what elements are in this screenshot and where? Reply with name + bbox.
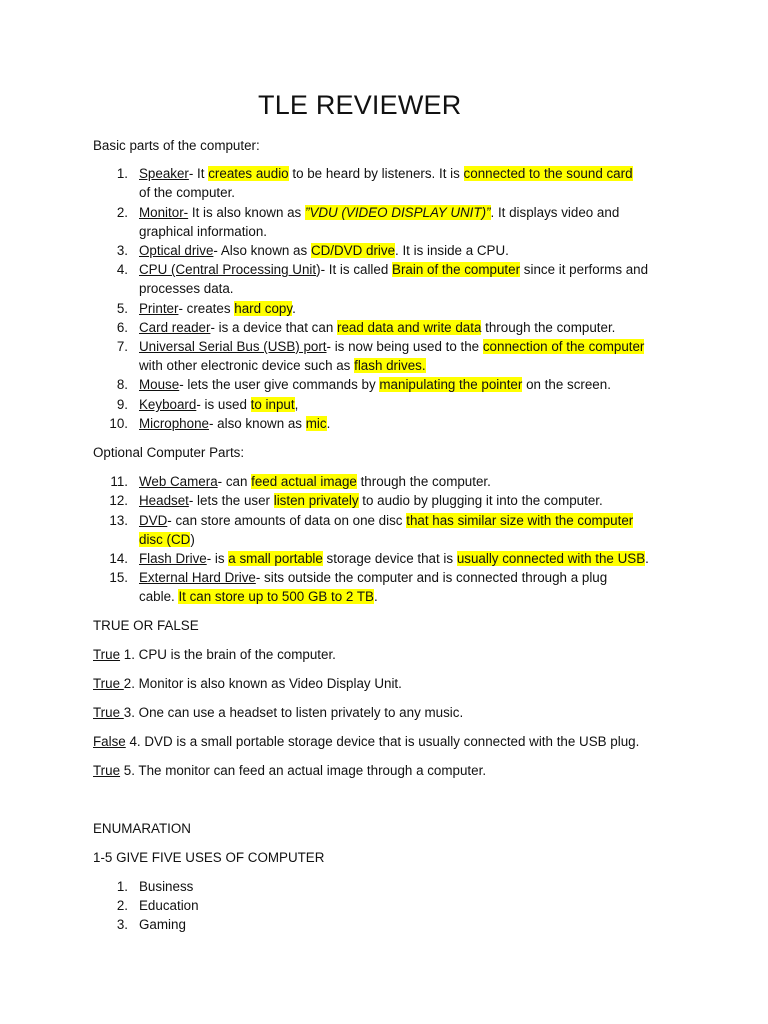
highlight: a small portable [228, 551, 323, 566]
list-number: 4. [116, 262, 128, 277]
answer: True [93, 676, 124, 691]
list-number: 6. [116, 320, 128, 335]
list-item: Business [139, 879, 194, 894]
list-item-continuation: disc (CD) [139, 532, 195, 547]
list-item: Universal Serial Bus (USB) port- is now being used to the connection of the computer [139, 339, 645, 354]
highlight: flash drives. [354, 358, 426, 373]
highlight: Brain of the computer [392, 262, 521, 277]
list-item: DVD- can store amounts of data on one disc that has similar size with the computer [139, 513, 634, 528]
true-false-item: True 2. Monitor is also known as Video Display Unit. [93, 676, 402, 691]
list-item: Card reader- is a device that can read data and write data through the computer. [139, 320, 616, 335]
answer: False [93, 734, 126, 749]
highlight: feed actual image [251, 474, 357, 489]
list-item: CPU (Central Processing Unit)- It is called Brain of the computer since it performs and [139, 262, 649, 277]
list-item: Microphone- also known as mic. [139, 416, 331, 431]
list-number: 9. [116, 397, 128, 412]
term: Microphone [139, 416, 209, 431]
section-heading-basic-parts: Basic parts of the computer: [93, 138, 260, 153]
highlight: usually connected with the USB [456, 551, 646, 566]
highlight: ”VDU (VIDEO DISPLAY UNIT)” [304, 205, 491, 220]
term: DVD [139, 513, 168, 528]
list-number: 2. [116, 898, 128, 913]
list-number: 7. [116, 339, 128, 354]
list-number: 1. [116, 166, 128, 181]
term: Mouse [139, 377, 180, 392]
list-item: Keyboard- is used to input, [139, 397, 299, 412]
term: Speaker [139, 166, 189, 181]
highlight: It can store up to 500 GB to 2 TB [178, 589, 374, 604]
true-false-item: True 1. CPU is the brain of the computer. [93, 647, 336, 662]
page-title: TLE REVIEWER [258, 90, 462, 120]
list-item: Speaker- It creates audio to be heard by listeners. It is connected to the sound card [139, 166, 633, 181]
list-item: Gaming [139, 917, 186, 932]
section-heading-enumeration: ENUMARATION [93, 821, 191, 836]
term: Optical drive [139, 243, 214, 258]
list-number: 5. [116, 301, 128, 316]
enumeration-question: 1-5 GIVE FIVE USES OF COMPUTER [93, 850, 325, 865]
highlight: that has similar size with the computer [406, 513, 634, 528]
list-number: 1. [116, 879, 128, 894]
highlight: read data and write data [336, 320, 482, 335]
list-item: External Hard Drive- sits outside the computer and is connected through a plug [139, 570, 608, 585]
list-item: Printer- creates hard copy. [139, 301, 296, 316]
list-number: 11. [110, 474, 128, 489]
list-number: 3. [116, 917, 128, 932]
highlight: connection of the computer [482, 339, 645, 354]
true-false-item: True 3. One can use a headset to listen privately to any music. [93, 705, 464, 720]
highlight: creates audio [208, 166, 289, 181]
highlight: manipulating the pointer [379, 377, 523, 392]
true-false-item: False 4. DVD is a small portable storage device that is usually connected with the USB plug. [93, 734, 640, 749]
list-number: 15. [109, 570, 128, 585]
true-false-item: True 5. The monitor can feed an actual image through a computer. [93, 763, 487, 778]
highlight: CD/DVD drive [310, 243, 396, 258]
list-item: Optical drive- Also known as CD/DVD drive. It is inside a CPU. [139, 243, 509, 258]
section-heading-optional-parts: Optional Computer Parts: [93, 445, 245, 460]
list-item: Flash Drive- is a small portable storage device that is usually connected with the USB. [139, 551, 649, 566]
term: Printer [139, 301, 179, 316]
list-number: 14. [109, 551, 128, 566]
term: Headset [139, 493, 189, 508]
highlight: connected to the sound card [463, 166, 633, 181]
term: Monitor- [139, 205, 189, 220]
list-number: 13. [109, 513, 128, 528]
list-item-continuation: with other electronic device such as flash drives. [139, 358, 426, 373]
list-item: Monitor- It is also known as ”VDU (VIDEO DISPLAY UNIT)”. It displays video and [139, 205, 620, 220]
highlight: listen privately [273, 493, 359, 508]
list-number: 8. [116, 377, 128, 392]
section-heading-true-false: TRUE OR FALSE [93, 618, 199, 633]
list-item: Mouse- lets the user give commands by manipulating the pointer on the screen. [139, 377, 611, 392]
term: External Hard Drive [139, 570, 256, 585]
answer: True [93, 647, 121, 662]
term: Keyboard [139, 397, 197, 412]
term: Card reader [139, 320, 211, 335]
list-item: Web Camera- can feed actual image through the computer. [139, 474, 491, 489]
term: Web Camera [139, 474, 218, 489]
list-item-continuation: cable. It can store up to 500 GB to 2 TB. [139, 589, 378, 604]
list-number: 12. [109, 493, 128, 508]
highlight: hard copy [234, 301, 293, 316]
answer: True [93, 763, 121, 778]
highlight: disc (CD [139, 532, 191, 547]
list-item-continuation: graphical information. [139, 224, 268, 239]
list-item: Education [139, 898, 199, 913]
answer: True [93, 705, 124, 720]
highlight: to input [250, 397, 295, 412]
list-item-continuation: processes data. [139, 281, 234, 296]
list-number: 10. [109, 416, 128, 431]
highlight: mic [305, 416, 327, 431]
term: Universal Serial Bus (USB) port [139, 339, 327, 354]
term: CPU (Central Processing Unit [139, 262, 317, 277]
list-number: 3. [116, 243, 128, 258]
list-number: 2. [116, 205, 128, 220]
list-item-continuation: of the computer. [139, 185, 236, 200]
term: Flash Drive [139, 551, 207, 566]
list-item: Headset- lets the user listen privately to audio by plugging it into the computer. [139, 493, 603, 508]
